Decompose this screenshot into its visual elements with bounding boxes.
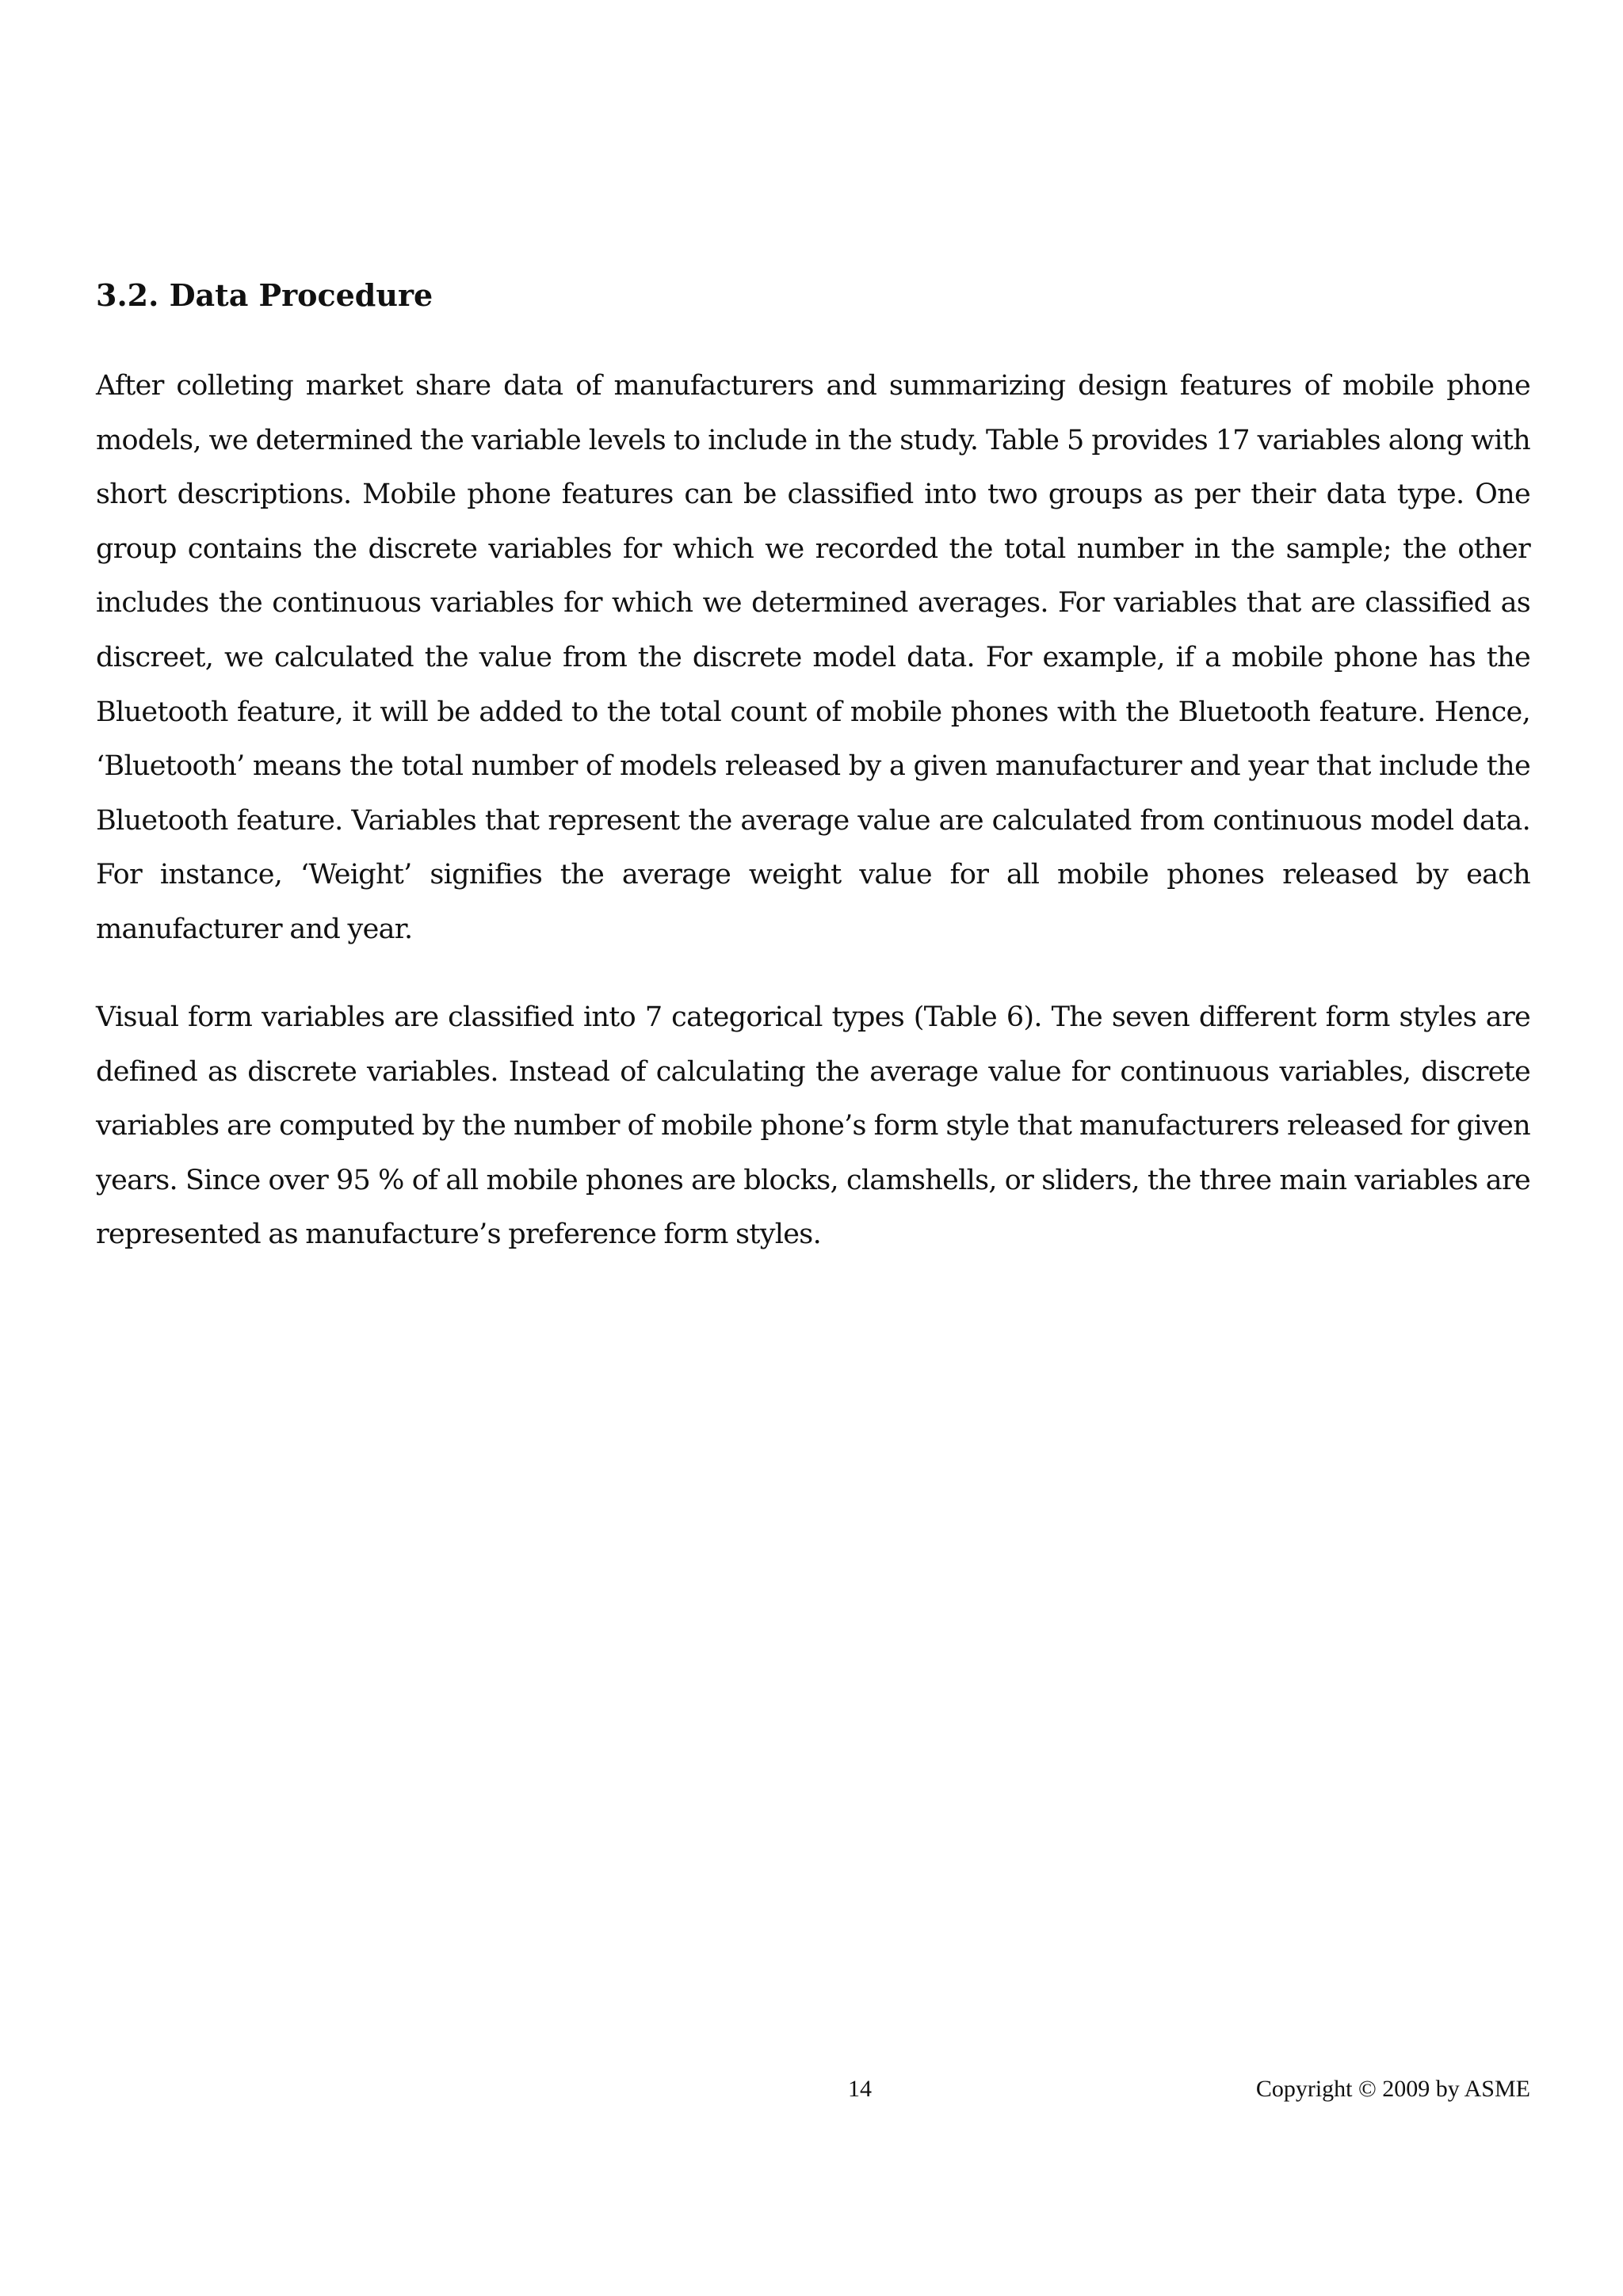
page-number: 14	[848, 2076, 872, 2102]
copyright-notice: Copyright © 2009 by ASME	[1255, 2076, 1530, 2102]
body-paragraph-1: After colleting market share data of manufacturers and summarizing design features of mobile phone models, we determined the variable levels to include in the study. Table 5 provides 17 variables along with short descriptions. Mobile phone features can be classified into two groups as per their data type. One group contains the discrete variables for which we recorded the total number in the sample; the other includes the continuous variables for which we determined averages. For variables that are classified as discreet, we calculated the value from the discrete model data. For example, if a mobile phone has the Bluetooth feature, it will be added to the total count of mobile phones with the Bluetooth feature. Hence, ‘Bluetooth’ means the total number of models released by a given manufacturer and year that include the Bluetooth feature. Variables that represent the average value are calculated from continuous model data. For instance, ‘Weight’ signifies the average weight value for all mobile phones released by each manufacturer and year.	[96, 370, 1530, 945]
body-paragraph-2: Visual form variables are classified into 7 categorical types (Table 6). The seven different form styles are defined as discrete variables. Instead of calculating the average value for continuous variables, discrete variables are computed by the number of mobile phone’s form style that manufacturers released for given years. Since over 95 % of all mobile phones are blocks, clamshells, or sliders, the three main variables are represented as manufacture’s preference form styles.	[96, 1001, 1530, 1251]
section-heading: 3.2. Data Procedure	[96, 277, 433, 313]
